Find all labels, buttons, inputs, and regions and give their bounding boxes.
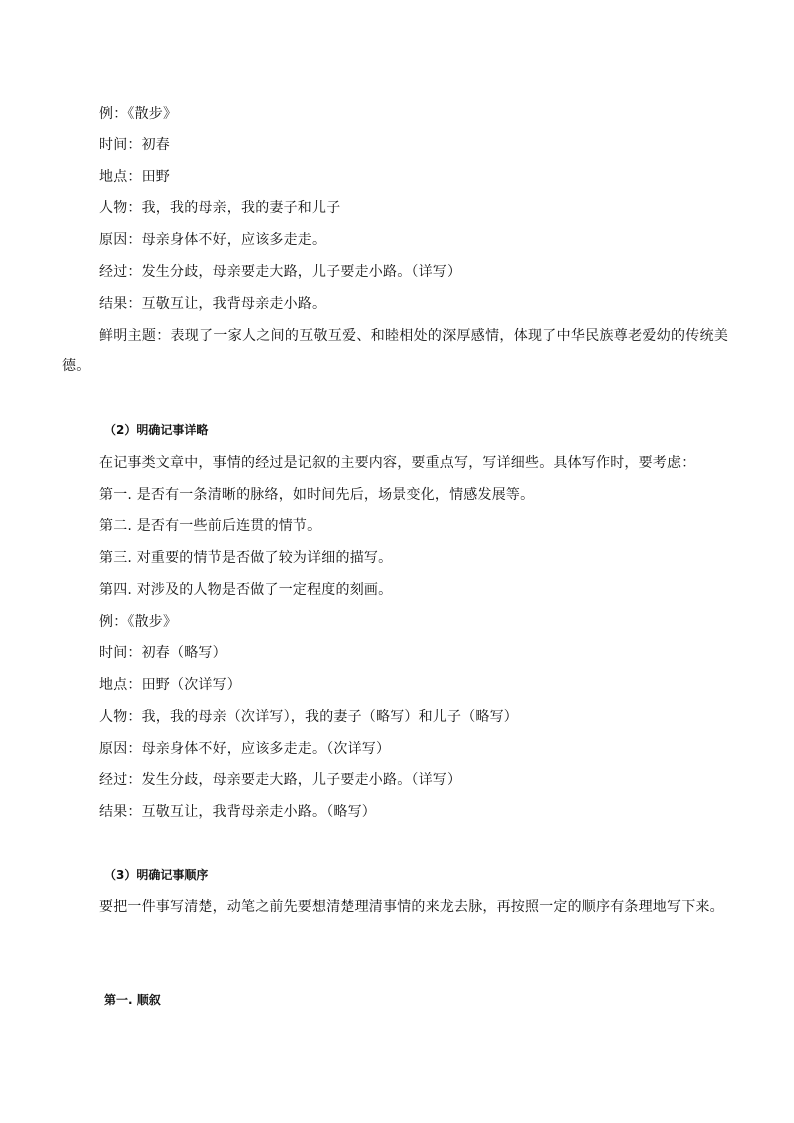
detail-point-3: 第三. 对重要的情节是否做了较为详细的描写。	[99, 550, 393, 566]
people-line-2: 人物：我，我的母亲（次详写），我的妻子（略写）和儿子（略写）	[99, 709, 518, 725]
section-heading-detail: （2）明确记事详略	[104, 423, 209, 437]
result-line-1: 结果：互敬互让，我背母亲走小路。	[99, 296, 327, 312]
section-heading-chronological: 第一. 顺叙	[104, 993, 161, 1007]
detail-point-1: 第一. 是否有一条清晰的脉络，如时间先后，场景变化，情感发展等。	[99, 487, 535, 503]
example-title-1: 例：《散步》	[99, 106, 178, 122]
example-title-2: 例：《散步》	[99, 614, 178, 630]
cause-line-1: 原因：母亲身体不好，应该多走走。	[99, 232, 327, 248]
order-intro: 要把一件事写清楚，动笔之前先要想清楚理清事情的来龙去脉，再按照一定的顺序有条理地写下来。	[99, 899, 724, 915]
detail-point-2: 第二. 是否有一些前后连贯的情节。	[99, 518, 322, 534]
place-line-1: 地点：田野	[99, 169, 170, 185]
time-line-1: 时间：初春	[99, 137, 170, 153]
people-line-1: 人物：我，我的母亲，我的妻子和儿子	[99, 200, 341, 216]
cause-line-2: 原因：母亲身体不好，应该多走走。（次详写）	[99, 741, 391, 757]
detail-intro: 在记事类文章中，事情的经过是记叙的主要内容，要重点写，写详细些。具体写作时，要考虑：	[99, 455, 696, 471]
detail-point-4: 第四. 对涉及的人物是否做了一定程度的刻画。	[99, 582, 393, 598]
time-line-2: 时间：初春（略写）	[99, 645, 227, 661]
section-heading-order: （3）明确记事顺序	[104, 868, 209, 882]
process-line-1: 经过：发生分歧，母亲要走大路，儿子要走小路。（详写）	[99, 264, 462, 280]
process-line-2: 经过：发生分歧，母亲要走大路，儿子要走小路。（详写）	[99, 772, 462, 788]
theme-paragraph: 鲜明主题：表现了一家人之间的互敬互爱、和睦相处的深厚感情，体现了中华民族尊老爱幼的传统美德。	[62, 328, 729, 374]
result-line-2: 结果：互敬互让，我背母亲走小路。（略写）	[99, 804, 376, 820]
place-line-2: 地点：田野（次详写）	[99, 677, 241, 693]
